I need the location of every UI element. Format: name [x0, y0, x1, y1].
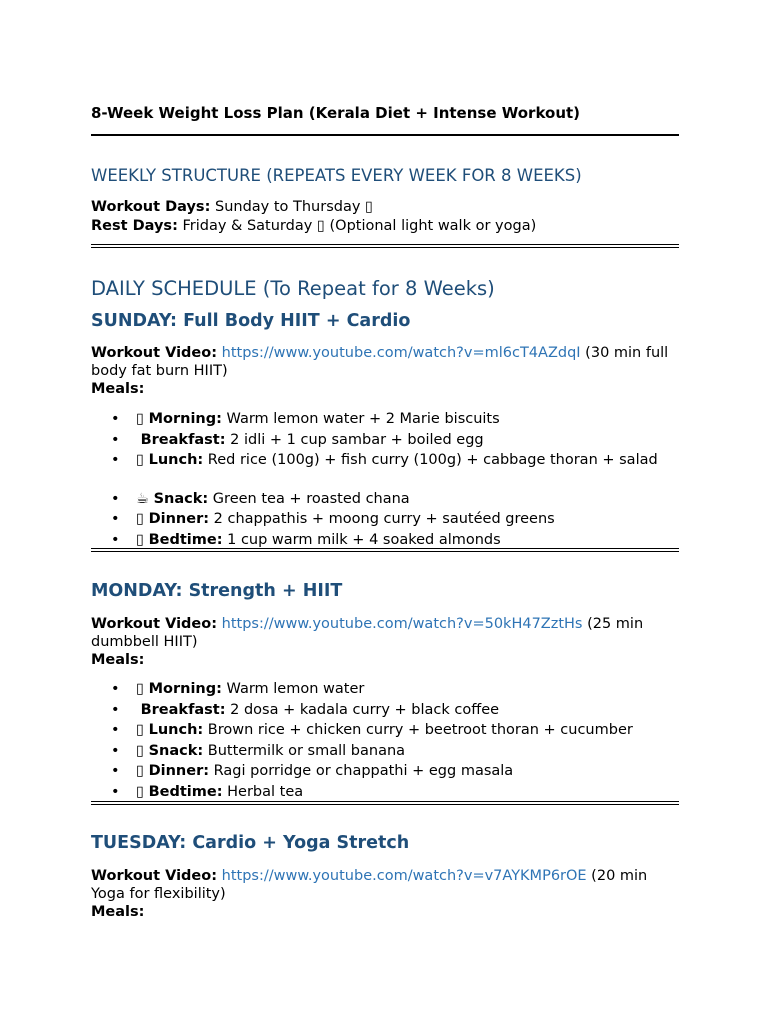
meal-icon: ▯: [136, 511, 144, 527]
workout-days-label: Workout Days:: [91, 199, 211, 215]
meal-label: Breakfast:: [140, 701, 226, 718]
rest-days-label: Rest Days:: [91, 218, 178, 234]
monday-heading: MONDAY: Strength + HIIT: [91, 581, 343, 601]
sunday-video-note: (30 min full body fat burn HIIT): [91, 345, 669, 379]
sunday-video-link[interactable]: https://www.youtube.com/watch?v=ml6cT4AZdqI: [221, 345, 581, 361]
meal-text: Warm lemon water: [221, 681, 365, 697]
tuesday-meals-label: Meals:: [91, 904, 145, 920]
meal-icon: ▯: [136, 452, 144, 468]
monday-video-link[interactable]: https://www.youtube.com/watch?v=50kH47ZztHs: [221, 616, 583, 632]
meal-label: Dinner:: [148, 511, 210, 527]
meal-text: Herbal tea: [222, 783, 304, 800]
monday-video-note: (25 min dumbbell HIIT): [91, 616, 644, 650]
section-divider: [91, 548, 679, 552]
meal-icon: ▯: [136, 531, 144, 548]
workout-video-label: Workout Video:: [91, 345, 218, 361]
list-item: [91, 431, 679, 452]
sunday-workout-video: [91, 344, 679, 380]
meal-text: 2 dosa + kadala curry + black coffee: [225, 701, 500, 718]
meal-label: Bedtime:: [148, 783, 223, 800]
meal-icon: ▯: [136, 783, 144, 800]
meal-label: Snack:: [148, 742, 204, 759]
meal-text: Green tea + roasted chana: [208, 490, 410, 507]
tuesday-heading: TUESDAY: Cardio + Yoga Stretch: [91, 833, 410, 853]
sunday-meals-list: [91, 410, 679, 551]
bullet-icon: •: [111, 411, 120, 427]
tuesday-workout-video: [91, 867, 679, 903]
daily-schedule-heading: DAILY SCHEDULE (To Repeat for 8 Weeks): [91, 277, 495, 300]
coffee-icon: ☕: [136, 490, 149, 507]
meal-icon: ▯: [136, 763, 144, 779]
list-item: [91, 680, 679, 701]
bullet-icon: •: [111, 431, 120, 448]
bullet-icon: •: [111, 490, 120, 507]
tuesday-video-link[interactable]: https://www.youtube.com/watch?v=v7AYKMP6rOE: [221, 868, 587, 884]
workout-days-value: Sunday to Thursday ▯: [214, 199, 374, 215]
sunday-heading: SUNDAY: Full Body HIIT + Cardio: [91, 311, 411, 331]
list-item: [91, 721, 679, 742]
meal-icon: ▯: [136, 411, 144, 427]
bullet-icon: •: [111, 763, 120, 779]
list-item: [91, 762, 679, 783]
meal-text: 2 chappathis + moong curry + sautéed greens: [209, 511, 555, 527]
workout-video-label: Workout Video:: [91, 868, 218, 884]
bullet-icon: •: [111, 722, 120, 738]
list-item: [91, 510, 679, 531]
meal-label: Snack:: [153, 490, 209, 507]
meal-text: Red rice (100g) + fish curry (100g) + cabbage thoran + salad: [203, 452, 658, 468]
bullet-icon: •: [111, 681, 120, 697]
bullet-icon: •: [111, 783, 120, 800]
meal-label: Bedtime:: [148, 531, 223, 548]
list-item: [91, 490, 679, 511]
meal-icon: ▯: [136, 681, 144, 697]
meal-label: Morning:: [148, 411, 222, 427]
meal-text: Brown rice + chicken curry + beetroot thoran + cucumber: [203, 722, 633, 738]
rest-days-line: [91, 217, 536, 235]
rest-days-value: Friday & Saturday ▯ (Optional light walk or yoga): [182, 218, 537, 234]
meal-text: 1 cup warm milk + 4 soaked almonds: [222, 531, 501, 548]
meal-label: Dinner:: [148, 763, 210, 779]
bullet-icon: •: [111, 452, 120, 468]
sunday-meals-label: Meals:: [91, 381, 145, 397]
list-item: [91, 783, 679, 804]
meal-label: Lunch:: [148, 722, 204, 738]
meal-text: Warm lemon water + 2 Marie biscuits: [221, 411, 500, 427]
section-divider: [91, 244, 679, 248]
list-item: [91, 451, 679, 490]
list-item: [91, 701, 679, 722]
meal-label: Lunch:: [148, 452, 204, 468]
meal-label: Morning:: [148, 681, 222, 697]
bullet-icon: •: [111, 531, 120, 548]
meal-label: Breakfast:: [140, 431, 226, 448]
meal-text: Buttermilk or small banana: [203, 742, 406, 759]
meal-text: 2 idli + 1 cup sambar + boiled egg: [225, 431, 484, 448]
monday-meals-list: [91, 680, 679, 803]
workout-video-label: Workout Video:: [91, 616, 218, 632]
bullet-icon: •: [111, 511, 120, 527]
document-title: 8-Week Weight Loss Plan (Kerala Diet + Intense Workout): [91, 104, 581, 122]
workout-days-line: [91, 198, 373, 216]
tuesday-video-note: (20 min Yoga for flexibility): [91, 868, 648, 902]
meal-text: Ragi porridge or chappathi + egg masala: [209, 763, 514, 779]
meal-icon: ▯: [136, 742, 144, 759]
weekly-structure-heading: WEEKLY STRUCTURE (REPEATS EVERY WEEK FOR 8 WEEKS): [91, 166, 582, 185]
meal-icon: ▯: [136, 722, 144, 738]
bullet-icon: •: [111, 701, 120, 718]
monday-workout-video: [91, 615, 679, 651]
monday-meals-label: Meals:: [91, 652, 145, 668]
bullet-icon: •: [111, 742, 120, 759]
list-item: [91, 742, 679, 763]
title-divider: [91, 134, 679, 136]
list-item: [91, 410, 679, 431]
section-divider: [91, 801, 679, 805]
